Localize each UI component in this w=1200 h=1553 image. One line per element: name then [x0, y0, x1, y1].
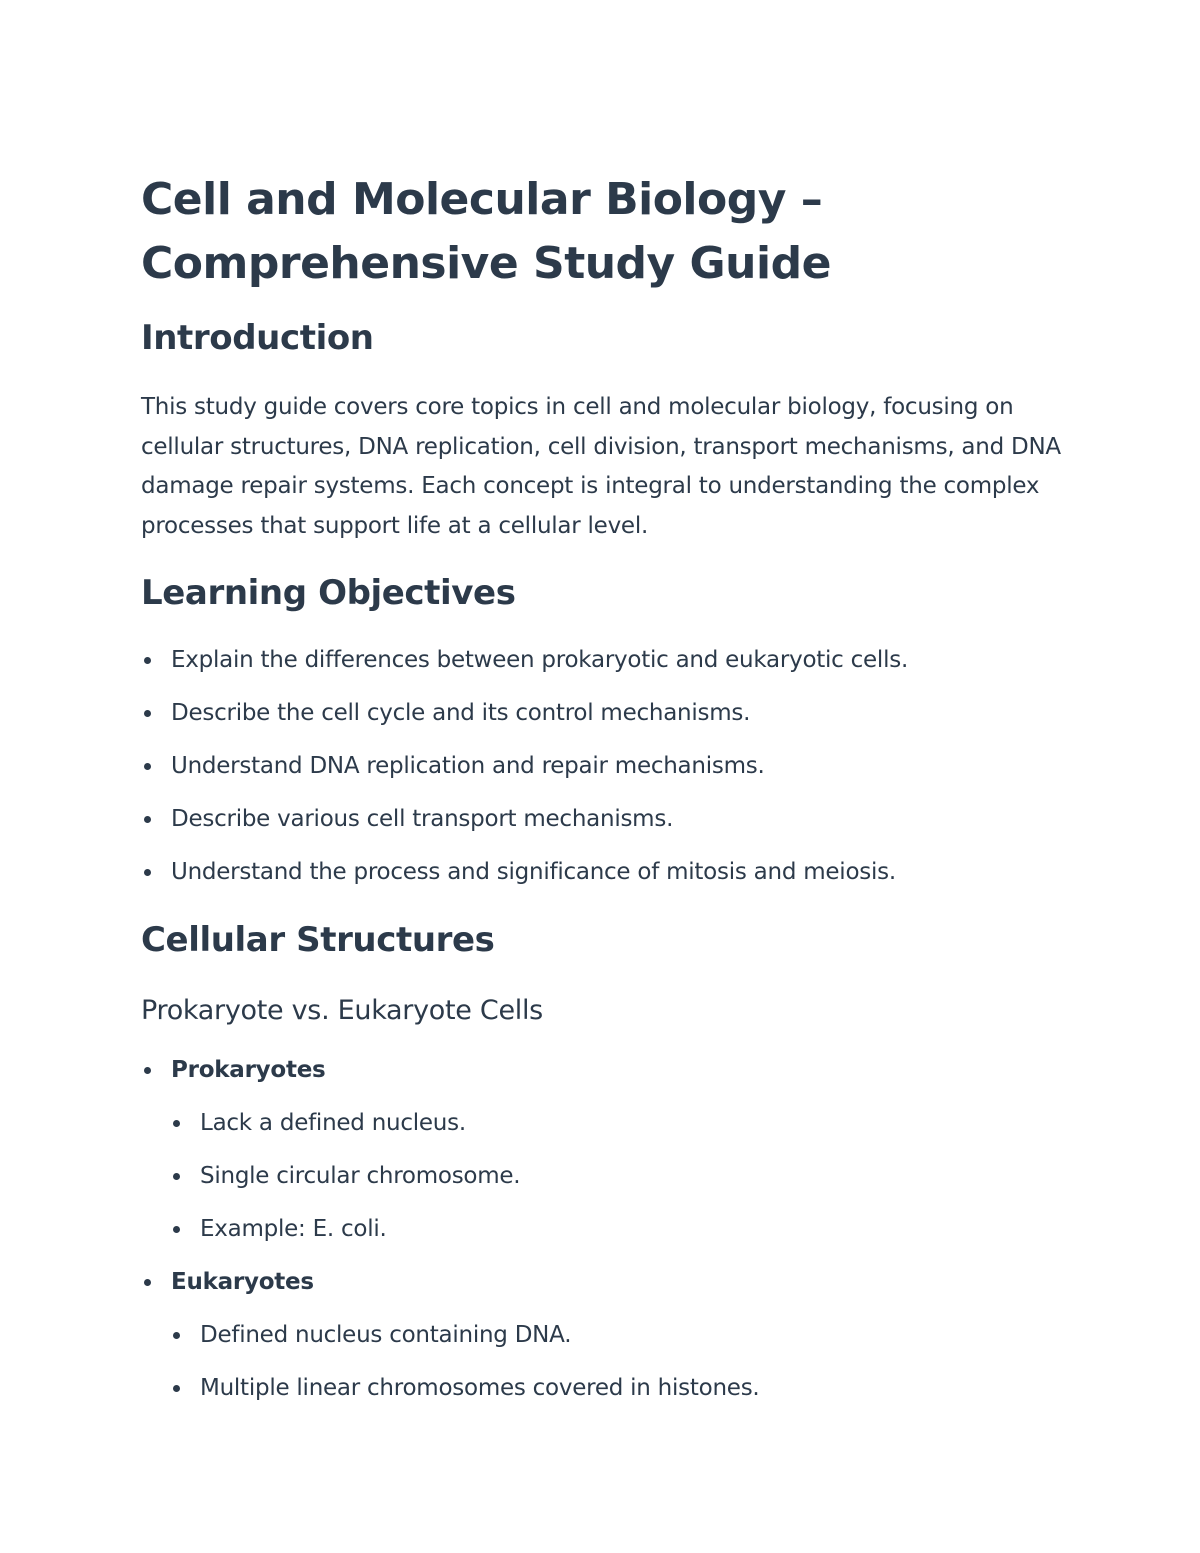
list-item: Single circular chromosome. [141, 1150, 760, 1203]
bullet-icon [173, 1120, 180, 1127]
list-item: Defined nucleus containing DNA. [141, 1309, 760, 1362]
list-item: Describe the cell cycle and its control mechanisms. [141, 687, 908, 740]
bullet-icon [173, 1332, 180, 1339]
bullet-icon [144, 763, 151, 770]
list-item-eukaryotes: Eukaryotes [141, 1256, 760, 1309]
bullet-icon [173, 1385, 180, 1392]
learning-objectives-list [141, 634, 908, 899]
bullet-icon [144, 1067, 151, 1074]
list-item: Lack a defined nucleus. [141, 1097, 760, 1150]
introduction-paragraph: This study guide covers core topics in cell and molecular biology, focusing on cellular structures, DNA replication, cell division, transport mechanisms, and DNA damage repair systems. Each concept is integral to understanding the complex processes that support life at a cellular level. [141, 394, 1061, 539]
list-item: Example: E. coli. [141, 1203, 760, 1256]
bullet-icon [144, 816, 151, 823]
list-item: Understand the process and significance of mitosis and meiosis. [141, 846, 908, 899]
bullet-icon [173, 1173, 180, 1180]
bullet-icon [144, 657, 151, 664]
bullet-icon [144, 710, 151, 717]
list-item: Explain the differences between prokaryotic and eukaryotic cells. [141, 634, 908, 687]
cellular-structures-heading: Cellular Structures [141, 920, 495, 960]
title-line-1: Cell and Molecular Biology – [141, 174, 823, 225]
list-item-prokaryotes: Prokaryotes [141, 1044, 760, 1097]
bullet-icon [144, 1279, 151, 1286]
bullet-icon [173, 1226, 180, 1233]
list-item: Understand DNA replication and repair mechanisms. [141, 740, 908, 793]
cell-types-list [141, 1044, 760, 1415]
document-title [141, 168, 1041, 296]
list-item: Multiple linear chromosomes covered in histones. [141, 1362, 760, 1415]
introduction-heading: Introduction [141, 318, 374, 358]
list-item: Describe various cell transport mechanisms. [141, 793, 908, 846]
title-line-2: Comprehensive Study Guide [141, 238, 831, 289]
bullet-icon [144, 869, 151, 876]
learning-objectives-heading: Learning Objectives [141, 573, 516, 613]
prokaryote-eukaryote-subheading: Prokaryote vs. Eukaryote Cells [141, 995, 543, 1026]
